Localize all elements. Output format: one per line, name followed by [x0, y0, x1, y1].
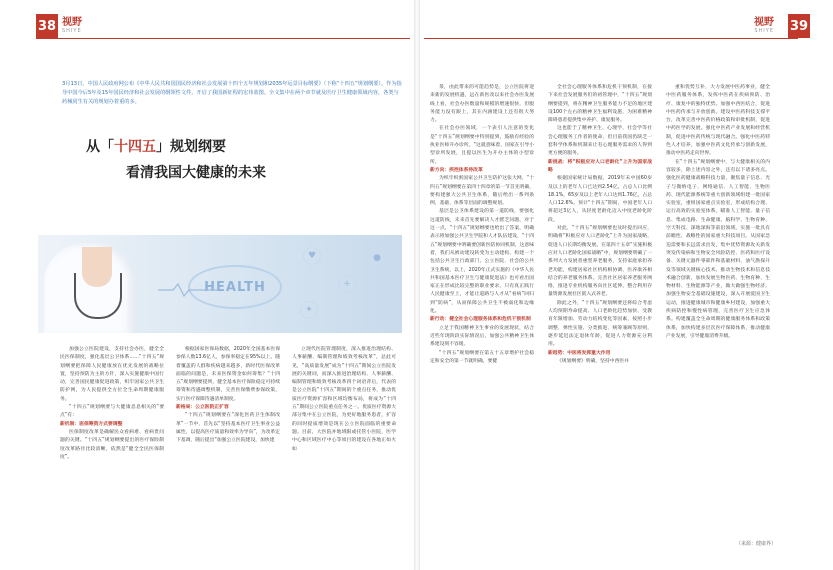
subhead: 新格局：公立医院正扩容 — [176, 405, 229, 411]
subhead: 新机制：医保筹资方式要调整 — [60, 421, 123, 427]
text-column-4: 茶，由此带来的可能趋势是，公立医院将迎来新的发展机遇，远在新医改以来社会办医发展线上看，社会办医数量和规模的增速很快，但服务能力没有跟上，其在内涵建设上还有很大努力。 在社会办医领域，一个表引人注意的变化是“十四五”规划纲要中特别提到，鼓励有经验的执业医师开办诊所。“这就意味着，国家在引导小型诊所发展，且提以医生为开办主体的小型诊所。 新方向：疾控体系待改革 为织牢织密国家公共卫生防护这张大网，“十四五”规划纲要在第四十四章的第一节首先明确，要构建强大公共卫生体系，随后给出一系列条例，基础、体系等层面的调整规划。 基层是公卫体系建设的第一道防线，要强化这道防线，未来首先要解决人才匮乏问题，对于这一点，“十四五”规划纲要也给出了答案，明确表示将加强公共卫生学院和人才队伍建设，“十四五”规划纲要中明确要创新医防协同机制，这意味着，我们从被动建设转变为主动建构，构建一个包括公共卫生行政部门、公立医院、社会的公共卫生系统，以上，2020年正式实施的《中华人民共和国基本医疗卫生与健康促进法》也可看出国家正在形成比较完整的职业要求，只有真正践行人民健康至上，才能让道路与人才从“看病”回归到“防病”，从而保障公共卫生不被弱化和边缘化。 新行动：健全社会心理服务体系和危机干预机制 立足于我国精神卫生事业的发展现状，结合近些年现阶段实际情况后，加强公共精神卫生体系建设刻不容缓。 “十四五”规划纲要在第五十五章增护社会稳定和安全的第一节就明确，要健 — [430, 85, 534, 364]
heartbeat-icon — [158, 283, 218, 297]
text-column-5: 全社会心理服务体系和危机干预机制，在接下来社会发展服务们的初管理中，“十四五”规划纲要提到，将在精神卫生服务能力不足的地区建设100个左右的精神卫生福利设施，为困难精神障碍患者提供集中养护、康复服务。 这也能于了精神卫生、心理学、社会学等社会心理服务工作者的使命，但目前我国仍缺乏一套科学体系和机制来让有心理服务需求的人得到更方便的服务。 新挑战：将“积极应对人口老龄化”上升为国家战略 根据国家统计局数据，2019年末中国60岁及以上的老年人口已达到2.54亿，占总人口比例18.1%，65岁及以上老年人口达到1.76亿，占总人口12.6%。预计“十四五”期间，中国老年人口将超过3亿人，从轻度老龄化迈入中度老龄化阶段。 对此，“十四五”规划纲要也及时提出回应，明确将“积极应对人口老龄化”上升为国家战略，促进人口长期均衡发展。在第四十五章“实施积极应对人口老龄化国家战略”中，规划纲要明确了一系列大力发展普惠型养老服务，支持家庭承担养老功能，构建居家社区机构相协调、医养康养相结合的养老服务体系。完善社区居家养老服务网络，推进专业机构服务向社区延伸，整合利用存量资源发展社区嵌入式养老。 除此之外，“十四五”规划纲要还将综合考虑人均预期寿命提高、人口老龄化趋势加快、受教育年限增加、劳动力结构变化等因素，按照小步调整、弹性实施、分类推进、统筹兼顾等原则，逐步延迟法定退休年龄，促进人力资源充分利用。 新趋势：中医将发挥重大作用 《规划纲要》明确，坚持中西医并 — [548, 85, 652, 364]
text-column-3: 立现代医院管理制度，深入推进治理结构、人事薪酬、编制管理和绩效考核改革”，总此可见，“高质量发展”成为“十四五”期间公立医院发展的关键词，而深入推进治理结构、人事薪酬、编制管理和绩效考核改革四个词语背后，代表的是公立医院“十四五”期间的个重点任务，推动优质医疗资源扩容和区域均衡布局，将成为“十四五”期间公立医院重点任务之一。优质医疗资源大部分集中在公立医院，为更好地服务患者，扩容的同时提质增效是现在公立医院面临的重要命题。目前，大医院并地域限或托管小医院，医学中心和区域医疗中心等项目的建设在各地正如火如 — [292, 347, 396, 452]
health-word: HEALTH — [188, 265, 282, 309]
stethoscope-icon — [74, 273, 122, 319]
subhead: 新挑战：将“积极应对人口老龄化”上升为国家战略 — [548, 159, 652, 173]
subhead: 新方向：疾控体系待改革 — [430, 167, 483, 173]
cross-icon: + — [338, 275, 356, 293]
subhead: 新趋势：中医将发挥重大作用 — [548, 350, 611, 356]
text-column-6: 重和优势互补，大力发展中医药事业，健全中医药服务体系，发挥中医药在疾病预防、治疗、康复中的独特优势。加强中西医结合，促进中医药传承与开放创新。建设中医药科技支撑平台，改革完善中医药价格政策和审批机制，促进中药医学的发展。强化中医药产业发展和经营机制，促进中医药传统与现代融合。强化中医药特色人才培养，加强中医药文化传承与创新发展，推动中医药走向世界。 在“十四五”规划纲要中，与大健康相关的内容较多，除上述内容之外，还有以下诸多亮点。强化医药健康战略科技力量，聚焦量子信息、光子与微纳电子、网络通信、人工智能、生物医药、现代能源系统等重大创新领域组建一批国家实验室，重组国家重点实验室，形成结构合理、运行高效的实验室体系。瞄准人工智能、量子信息、集成电路、生命健康、脑科学、生物育种、空天科技、深地深海等前沿领域，实施一批具有前瞻性、战略性的国家重大科技项目。从国家急迫需要和长远需求出发，集中优势资源攻关新发突发传染病和生物安全风险防控、医药和医疗设备、关键元器件零部件和基础材料、油气勘探开发等领域关键核心技术。推动生物技术和信息技术融合创新，加快发展生物医药、生物育种、生物材料、生物能源等产业，做大做强生物经济。加强生物安全基础设施建设，深入开展爱国卫生运动，推进健康城市和健康乡村建设，加强重大疾病防控和慢性病管理，完善医疗卫生应急体系。构建覆盖全生命周期的健康服务体系和政策体系，加快构建多层次医疗保障体系，推动健康产业发展，引导健康消费升级。 — [666, 85, 770, 339]
intro-paragraph: 3月13日，中国人民政府网公布《中华人民共和国国民经济和社会发展第十四个五年规划和2035年远景目标纲要》（下称“十四五”规划纲要）。作为指导中国今后5年及15年国民经济和社会发展的纲领性文件，开启了我国新征程的宏伟蓝图。全文集中在两个章节就及医疗卫生健康领域内容，各类与药械同生有关的规划办着重的多。 — [62, 81, 402, 105]
left-page-number: 38 — [36, 14, 58, 38]
source-credit: （来源：健康界） — [736, 541, 777, 547]
text-column-1: 加强公立医院建设，支持社会办医，健全全民医保制度，强化基层公卫体系……“十四五”规划纲要把保障人民健康放在优先发展的战略位置，坚持预防为主的方针，深入实施健康中国行动，完善国民健康促进政策，织牢国家公共卫生防护网，为人民提供全方位全生命周期健康服务。 “十四五”规划纲要与大健康息息相关的“要点”有： 新机制：医保筹资方式要调整 医保制度改革是确解民众看病难、看病贵问题的关键。“十四五”规划纲要提出的医疗保险制度改革路径比较清晰，依然是“健全全民医保制度”。 — [60, 347, 164, 460]
left-section-label: 视野 SHIYE — [62, 17, 82, 34]
heart-icon: ♥ — [303, 247, 321, 265]
page-gutter — [414, 0, 420, 570]
star-icon: ✦ — [300, 301, 318, 319]
text-column-2: 根据国家医保局数据，2020年全国基本医保参保人数13.6亿人，参保率稳定在95%以上。随着覆盖的人群和疾病越来越多，新时代医保改革面临的问题是，未来医保资金如何筹集？“十四五”规划纲要提到，健全基本医疗保险稳定可持续筹资和待遇调整机制，完善医保缴费参保政策，实行医疗保障待遇清单制度。 新格局：公立医院正扩容 “十四五”规划纲要在“深化医药卫生体制改革”一节中，首先以“坚持基本医疗卫生事业公益属性，以提高医疗质量和效率为导向”，为改革定下基调，随后提出“加强公立医院建设，加快建 — [176, 347, 280, 444]
doctor-figure — [44, 243, 136, 333]
pill-icon: ● — [368, 249, 386, 267]
right-section-label: 视野 SHIYE — [754, 17, 774, 34]
article-title-line2: 看清我国大健康的未来 — [126, 165, 266, 181]
hero-image — [38, 235, 402, 333]
left-header-rule — [36, 38, 410, 39]
article-title-line1: 从「十四五」规划纲要 — [86, 139, 226, 155]
right-header-rule — [424, 38, 798, 39]
right-page-number: 39 — [788, 14, 810, 38]
subhead: 新行动：健全社会心理服务体系和危机干预机制 — [430, 317, 531, 323]
